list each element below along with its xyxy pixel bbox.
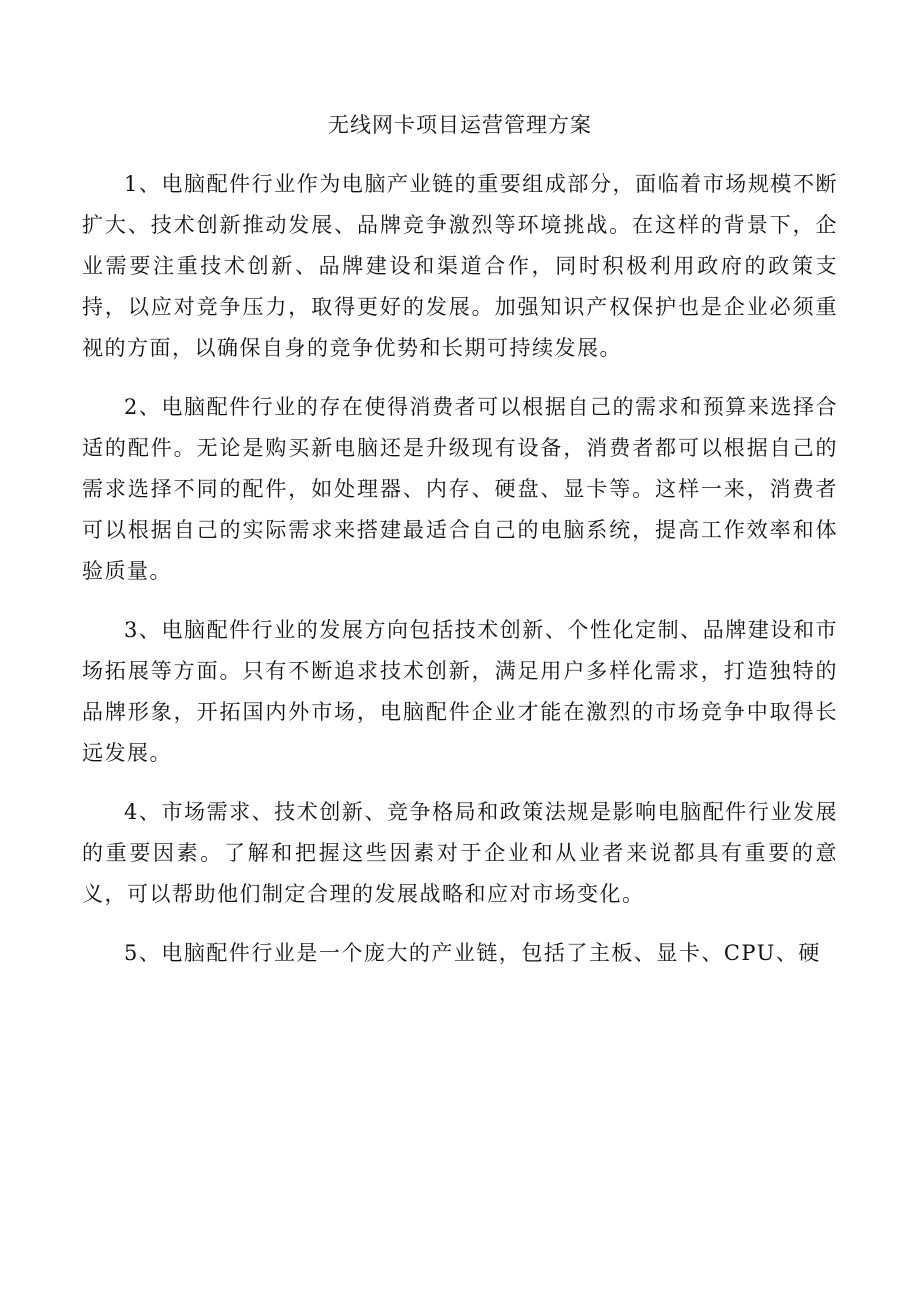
paragraph-3: 3、电脑配件行业的发展方向包括技术创新、个性化定制、品牌建设和市场拓展等方面。只有不断追求技术创新，满足用户多样化需求，打造独特的品牌形象，开拓国内外市场，电脑配件企业才能在激烈的市场竞争中取得长远发展。 xyxy=(82,618,838,765)
paragraph-5: 5、电脑配件行业是一个庞大的产业链，包括了主板、显卡、CPU、硬 xyxy=(124,941,821,965)
paragraph-1: 1、电脑配件行业作为电脑产业链的重要组成部分，面临着市场规模不断扩大、技术创新推动发展、品牌竞争激烈等环境挑战。在这样的背景下，企业需要注重技术创新、品牌建设和渠道合作，同时积极利用政府的政策支持，以应对竞争压力，取得更好的发展。加强知识产权保护也是企业必须重视的方面，以确保自身的竞争优势和长期可持续发展。 xyxy=(82,172,838,360)
document-body xyxy=(82,164,838,992)
document-title: 无线网卡项目运营管理方案 xyxy=(328,113,592,137)
paragraph-2: 2、电脑配件行业的存在使得消费者可以根据自己的需求和预算来选择合适的配件。无论是购买新电脑还是升级现有设备，消费者都可以根据自己的需求选择不同的配件，如处理器、内存、硬盘、显卡等。这样一来，消费者可以根据自己的实际需求来搭建最适合自己的电脑系统，提高工作效率和体验质量。 xyxy=(82,395,838,583)
paragraph-4: 4、市场需求、技术创新、竞争格局和政策法规是影响电脑配件行业发展的重要因素。了解和把握这些因素对于企业和从业者来说都具有重要的意义，可以帮助他们制定合理的发展战略和应对市场变化。 xyxy=(82,800,838,906)
